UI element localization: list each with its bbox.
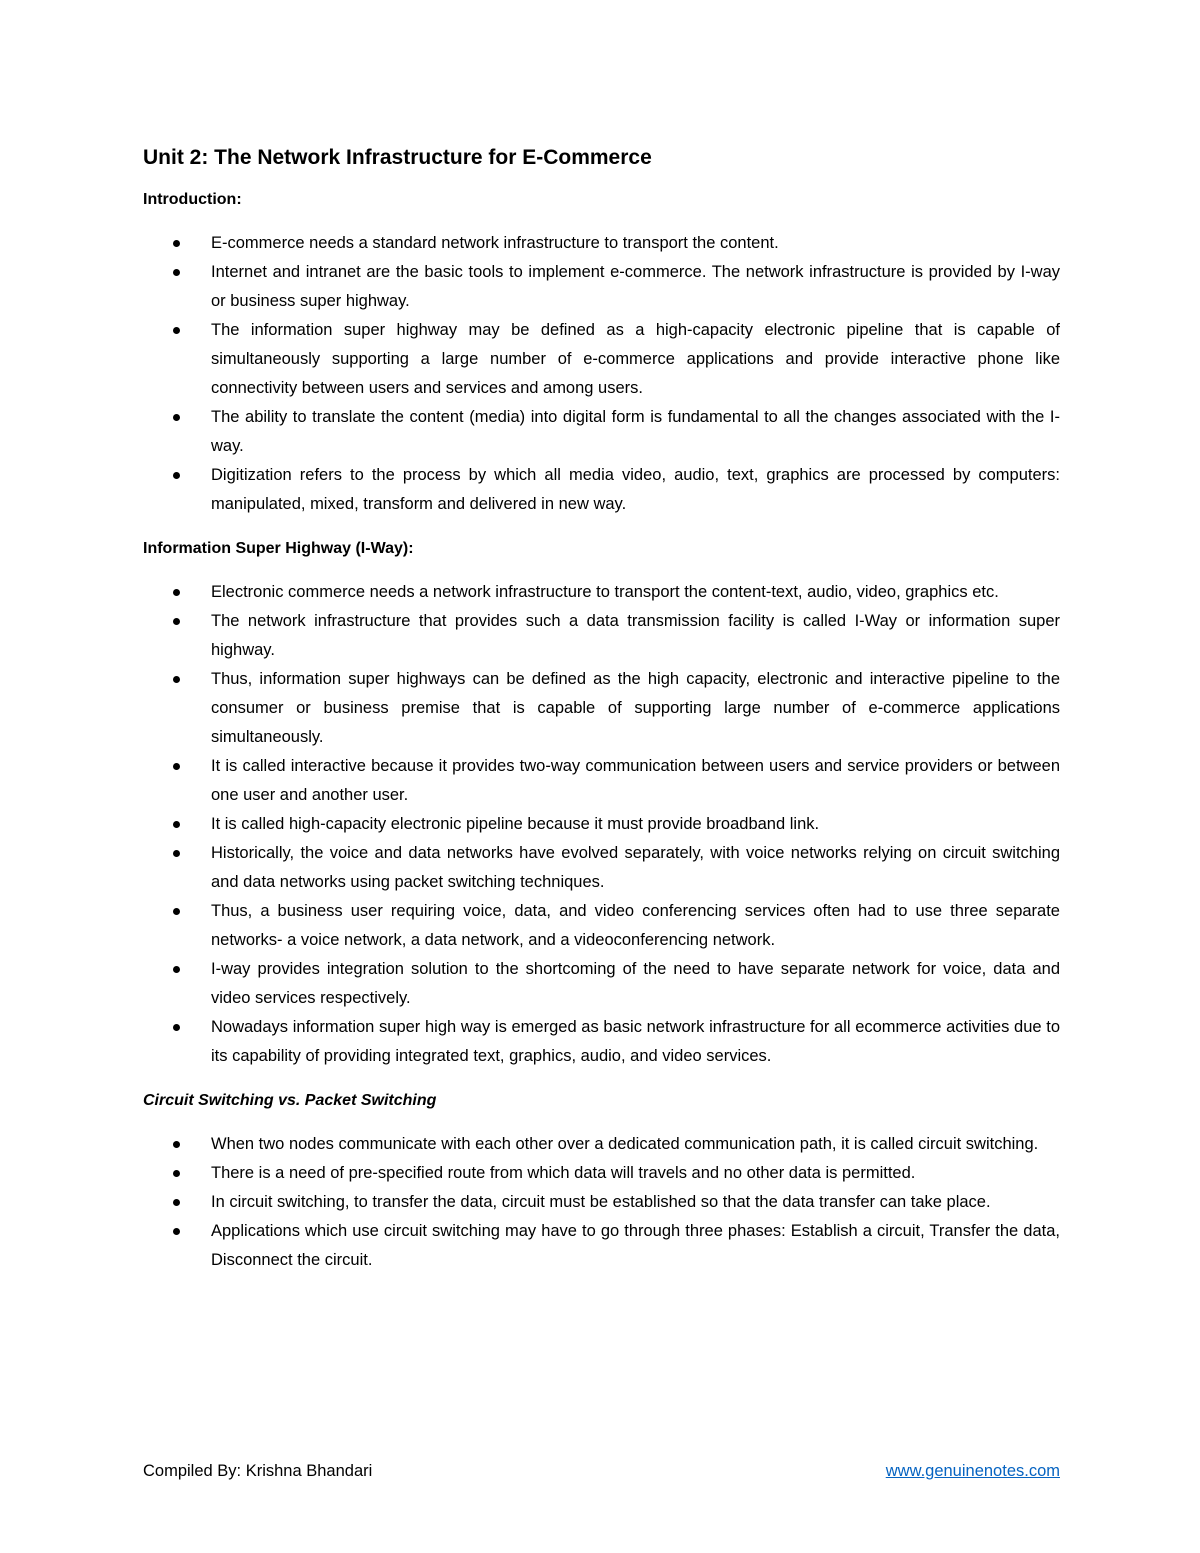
- bullet-icon: [173, 327, 180, 334]
- bullet-icon: [173, 1024, 180, 1031]
- footer-website-link[interactable]: www.genuinenotes.com: [885, 1462, 1060, 1480]
- iway-list: [143, 578, 1060, 1071]
- bullet-icon: [173, 618, 180, 625]
- list-item-text: It is called interactive because it provides two-way communication between users and service providers or between one user and another user.: [211, 757, 1060, 804]
- list-item-text: The ability to translate the content (media) into digital form is fundamental to all the changes associated with the I-way.: [211, 408, 1060, 455]
- bullet-icon: [173, 821, 180, 828]
- bullet-icon: [173, 850, 180, 857]
- list-item: [143, 229, 1060, 258]
- footer-compiled-by: Compiled By: Krishna Bhandari: [143, 1462, 373, 1480]
- bullet-icon: [173, 676, 180, 683]
- bullet-icon: [173, 472, 180, 479]
- list-item: [143, 1013, 1060, 1071]
- bullet-icon: [173, 763, 180, 770]
- bullet-icon: [173, 1170, 180, 1177]
- list-item-text: Thus, information super highways can be defined as the high capacity, electronic and interactive pipeline to the consumer or business premise that is capable of supporting large number of e-commerce applications simultaneously.: [211, 670, 1060, 746]
- list-item: [143, 258, 1060, 316]
- list-item-text: The information super highway may be defined as a high-capacity electronic pipeline that is capable of simultaneously supporting a large number of e-commerce applications and provide interactive phone like connectivity between users and services and among users.: [211, 321, 1060, 397]
- list-item-text: There is a need of pre-specified route from which data will travels and no other data is permitted.: [211, 1164, 916, 1182]
- list-item: [143, 461, 1060, 519]
- list-item-text: In circuit switching, to transfer the data, circuit must be established so that the data transfer can take place.: [211, 1193, 991, 1211]
- list-item-text: Historically, the voice and data networks have evolved separately, with voice networks relying on circuit switching and data networks using packet switching techniques.: [211, 844, 1060, 891]
- list-item: [143, 1188, 1060, 1217]
- list-item: [143, 578, 1060, 607]
- section-heading-circuit-vs-packet: Circuit Switching vs. Packet Switching: [143, 1092, 437, 1109]
- list-item-text: Applications which use circuit switching may have to go through three phases: Establish a circuit, Transfer the data, Disconnect the circuit.: [211, 1222, 1060, 1269]
- list-item-text: E-commerce needs a standard network infrastructure to transport the content.: [211, 234, 779, 252]
- list-item-text: Digitization refers to the process by which all media video, audio, text, graphics are processed by computers: manipulated, mixed, transform and delivered in new way.: [211, 466, 1060, 513]
- list-item-text: I-way provides integration solution to the shortcoming of the need to have separate network for voice, data and video services respectively.: [211, 960, 1060, 1007]
- bullet-icon: [173, 1228, 180, 1235]
- list-item-text: Internet and intranet are the basic tools to implement e-commerce. The network infrastructure is provided by I-way or business super highway.: [211, 263, 1060, 310]
- bullet-icon: [173, 966, 180, 973]
- list-item: [143, 897, 1060, 955]
- circuit-switching-list: [143, 1130, 1060, 1275]
- list-item: [143, 1159, 1060, 1188]
- list-item: [143, 1130, 1060, 1159]
- page-title: Unit 2: The Network Infrastructure for E-Commerce: [143, 146, 652, 169]
- list-item: [143, 665, 1060, 752]
- list-item: [143, 316, 1060, 403]
- bullet-icon: [173, 1141, 180, 1148]
- bullet-icon: [173, 240, 180, 247]
- list-item-text: Thus, a business user requiring voice, data, and video conferencing services often had to use three separate networks- a voice network, a data network, and a videoconferencing network.: [211, 902, 1060, 949]
- list-item-text: The network infrastructure that provides such a data transmission facility is called I-Way or information super highway.: [211, 612, 1060, 659]
- introduction-list: [143, 229, 1060, 519]
- list-item-text: Nowadays information super high way is emerged as basic network infrastructure for all ecommerce activities due to its capability of providing integrated text, graphics, audio, and video services.: [211, 1018, 1060, 1065]
- list-item: [143, 955, 1060, 1013]
- list-item-text: When two nodes communicate with each other over a dedicated communication path, it is called circuit switching.: [211, 1135, 1039, 1153]
- bullet-icon: [173, 414, 180, 421]
- list-item: [143, 1217, 1060, 1275]
- section-heading-iway: Information Super Highway (I-Way):: [143, 540, 414, 557]
- bullet-icon: [173, 908, 180, 915]
- list-item: [143, 752, 1060, 810]
- list-item-text: Electronic commerce needs a network infrastructure to transport the content-text, audio, video, graphics etc.: [211, 583, 999, 601]
- page-footer: [143, 1458, 1060, 1484]
- list-item-text: It is called high-capacity electronic pipeline because it must provide broadband link.: [211, 815, 820, 833]
- bullet-icon: [173, 589, 180, 596]
- list-item: [143, 403, 1060, 461]
- bullet-icon: [173, 269, 180, 276]
- list-item: [143, 839, 1060, 897]
- document-body: [143, 143, 1060, 1292]
- list-item: [143, 607, 1060, 665]
- list-item: [143, 810, 1060, 839]
- section-heading-introduction: Introduction:: [143, 191, 242, 208]
- bullet-icon: [173, 1199, 180, 1206]
